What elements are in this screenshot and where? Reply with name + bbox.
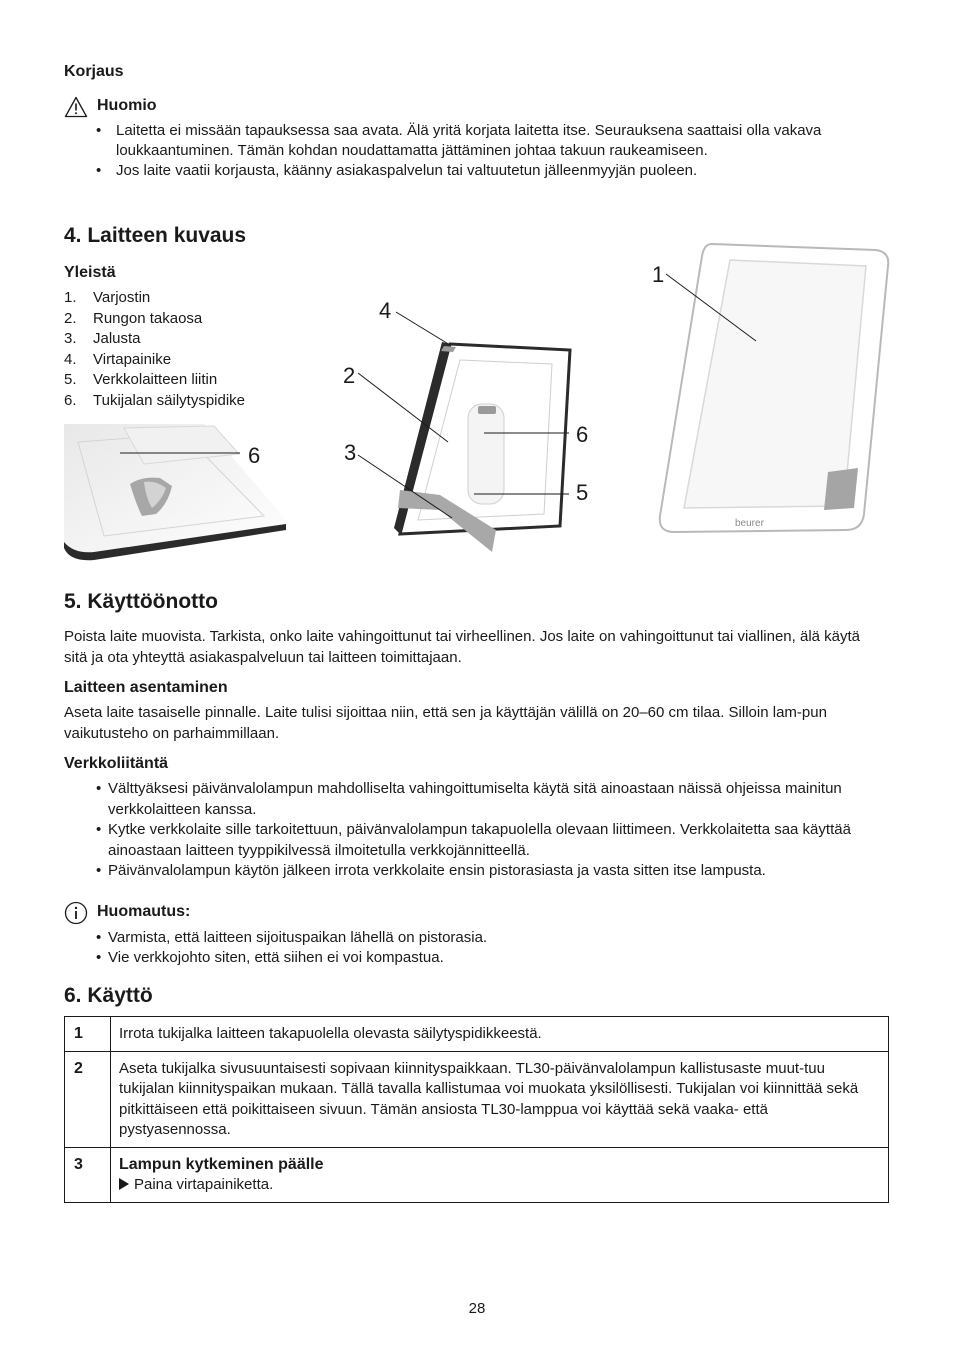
network-bullets xyxy=(96,779,876,882)
table-row xyxy=(65,1147,889,1202)
list-item: • Päivänvalolampun käytön jälkeen irrota verkkolaite ensin pistorasiasta ja vasta sitten itse lampusta. xyxy=(96,861,876,882)
triangle-right-icon xyxy=(119,1178,129,1190)
step-number: 2 xyxy=(65,1051,111,1147)
step-content xyxy=(111,1147,889,1202)
setup-intro: Poista laite muovista. Tarkista, onko laite vahingoittunut tai virheellinen. Jos laite on vahingoittunut tai viallinen, älä käytä sitä ja ota yhteyttä asiakaspalveluun tai laitteen toimittajaan. xyxy=(64,628,861,666)
step-text: Irrota tukijalka laitteen takapuolella olevasta säilytyspidikkeestä. xyxy=(111,1017,889,1052)
section-4-heading: 4. Laitteen kuvaus xyxy=(64,224,247,247)
callout-5: 5 xyxy=(576,480,589,505)
list-item: • Vie verkkojohto siten, että siihen ei voi kompastua. xyxy=(96,948,876,968)
list-item: • Kytke verkkolaite sille tarkoitettuun, päivänvalolampun takapuolella olevaan liittimeen. Verkkolaitetta saa käyttää ainoastaan laitteen tyyppikilvessä ilmoitetulla verkkojännitteellä. xyxy=(96,820,876,861)
lamp-front-illustration xyxy=(640,240,900,540)
network-heading: Verkkoliitäntä xyxy=(64,755,169,772)
list-item: • Välttyäksesi päivänvalolampun mahdolliselta vahingoittumiselta käytä sitä ainoastaan näissä ohjeissa mainitun verkkolaitteen kanssa. xyxy=(96,779,876,820)
callout-2: 2 xyxy=(343,363,356,388)
page-number: 28 xyxy=(468,1300,486,1317)
step-number: 3 xyxy=(65,1147,111,1202)
warning-icon xyxy=(64,96,90,118)
info-icon xyxy=(64,901,88,925)
step-text: Aseta tukijalka sivusuuntaisesti sopivaan kiinnityspaikkaan. TL30-päivänvalolampun kallistusaste muut-tuu tukijalan kiinnityspaikan mukaan. Tällä tavalla kallistumaa voi muokata yksilöllisesti. Tukijalan voi kiinnittää sekä pitkittäiseen että poikittaiseen sivuun. Tämän ansiosta TL30-lamppua voi käyttää sekä vaaka- että pystyasennossa. xyxy=(111,1051,889,1147)
warning-title: Huomio xyxy=(97,97,157,114)
parts-list xyxy=(64,288,324,411)
note-bullets xyxy=(96,928,876,968)
step-action-text: Paina virtapainiketta. xyxy=(134,1176,274,1193)
callout-3: 3 xyxy=(344,440,357,465)
list-item: 2. Rungon takaosa xyxy=(64,309,203,327)
list-item: • Jos laite vaatii korjausta, käänny asiakaspalvelun tai valtuutetun jälleenmyyjän puoleen. xyxy=(96,161,896,181)
callout-4: 4 xyxy=(379,298,392,323)
install-heading: Laitteen asentaminen xyxy=(64,679,228,696)
note-title: Huomautus: xyxy=(97,903,191,920)
list-item: 3. Jalusta xyxy=(64,330,141,347)
callout-6: 6 xyxy=(576,422,589,447)
list-item: 5. Verkkolaitteen liitin xyxy=(64,371,218,388)
section-5-heading: 5. Käyttöönotto xyxy=(64,590,218,613)
list-item: 6. Tukijalan säilytyspidike xyxy=(64,391,246,409)
repair-heading: Korjaus xyxy=(64,63,124,80)
section-6-heading: 6. Käyttö xyxy=(64,984,153,1007)
callout-6-detail: 6 xyxy=(248,443,261,468)
general-subheading: Yleistä xyxy=(64,264,116,281)
callout-1: 1 xyxy=(652,262,665,287)
table-row xyxy=(65,1051,889,1147)
table-row xyxy=(65,1017,889,1052)
install-text: Aseta laite tasaiselle pinnalle. Laite tulisi sijoittaa niin, että sen ja käyttäjän välillä on 20–60 cm tilaa. Silloin lam-pun vaikutusteho on parhaimmillaan. xyxy=(64,704,827,742)
list-item: • Laitetta ei missään tapauksessa saa avata. Älä yritä korjata laitetta itse. Seurauksena saattaisi olla vakava loukkaantuminen. Tämän kohdan noudattamatta jättäminen johtaa takuun raukeamiseen. xyxy=(96,121,896,161)
list-item: 4. Virtapainike xyxy=(64,350,172,368)
step-title: Lampun kytkeminen päälle xyxy=(119,1155,324,1173)
repair-bullets xyxy=(96,121,896,181)
brand-logo: beurer xyxy=(735,518,764,529)
lamp-back-illustration xyxy=(340,290,600,560)
list-item: • Varmista, että laitteen sijoituspaikan lähellä on pistorasia. xyxy=(96,928,876,948)
step-number: 1 xyxy=(65,1017,111,1052)
operation-steps-table xyxy=(64,1016,889,1203)
list-item: 1. Varjostin xyxy=(64,289,151,306)
step-action xyxy=(119,1175,880,1196)
